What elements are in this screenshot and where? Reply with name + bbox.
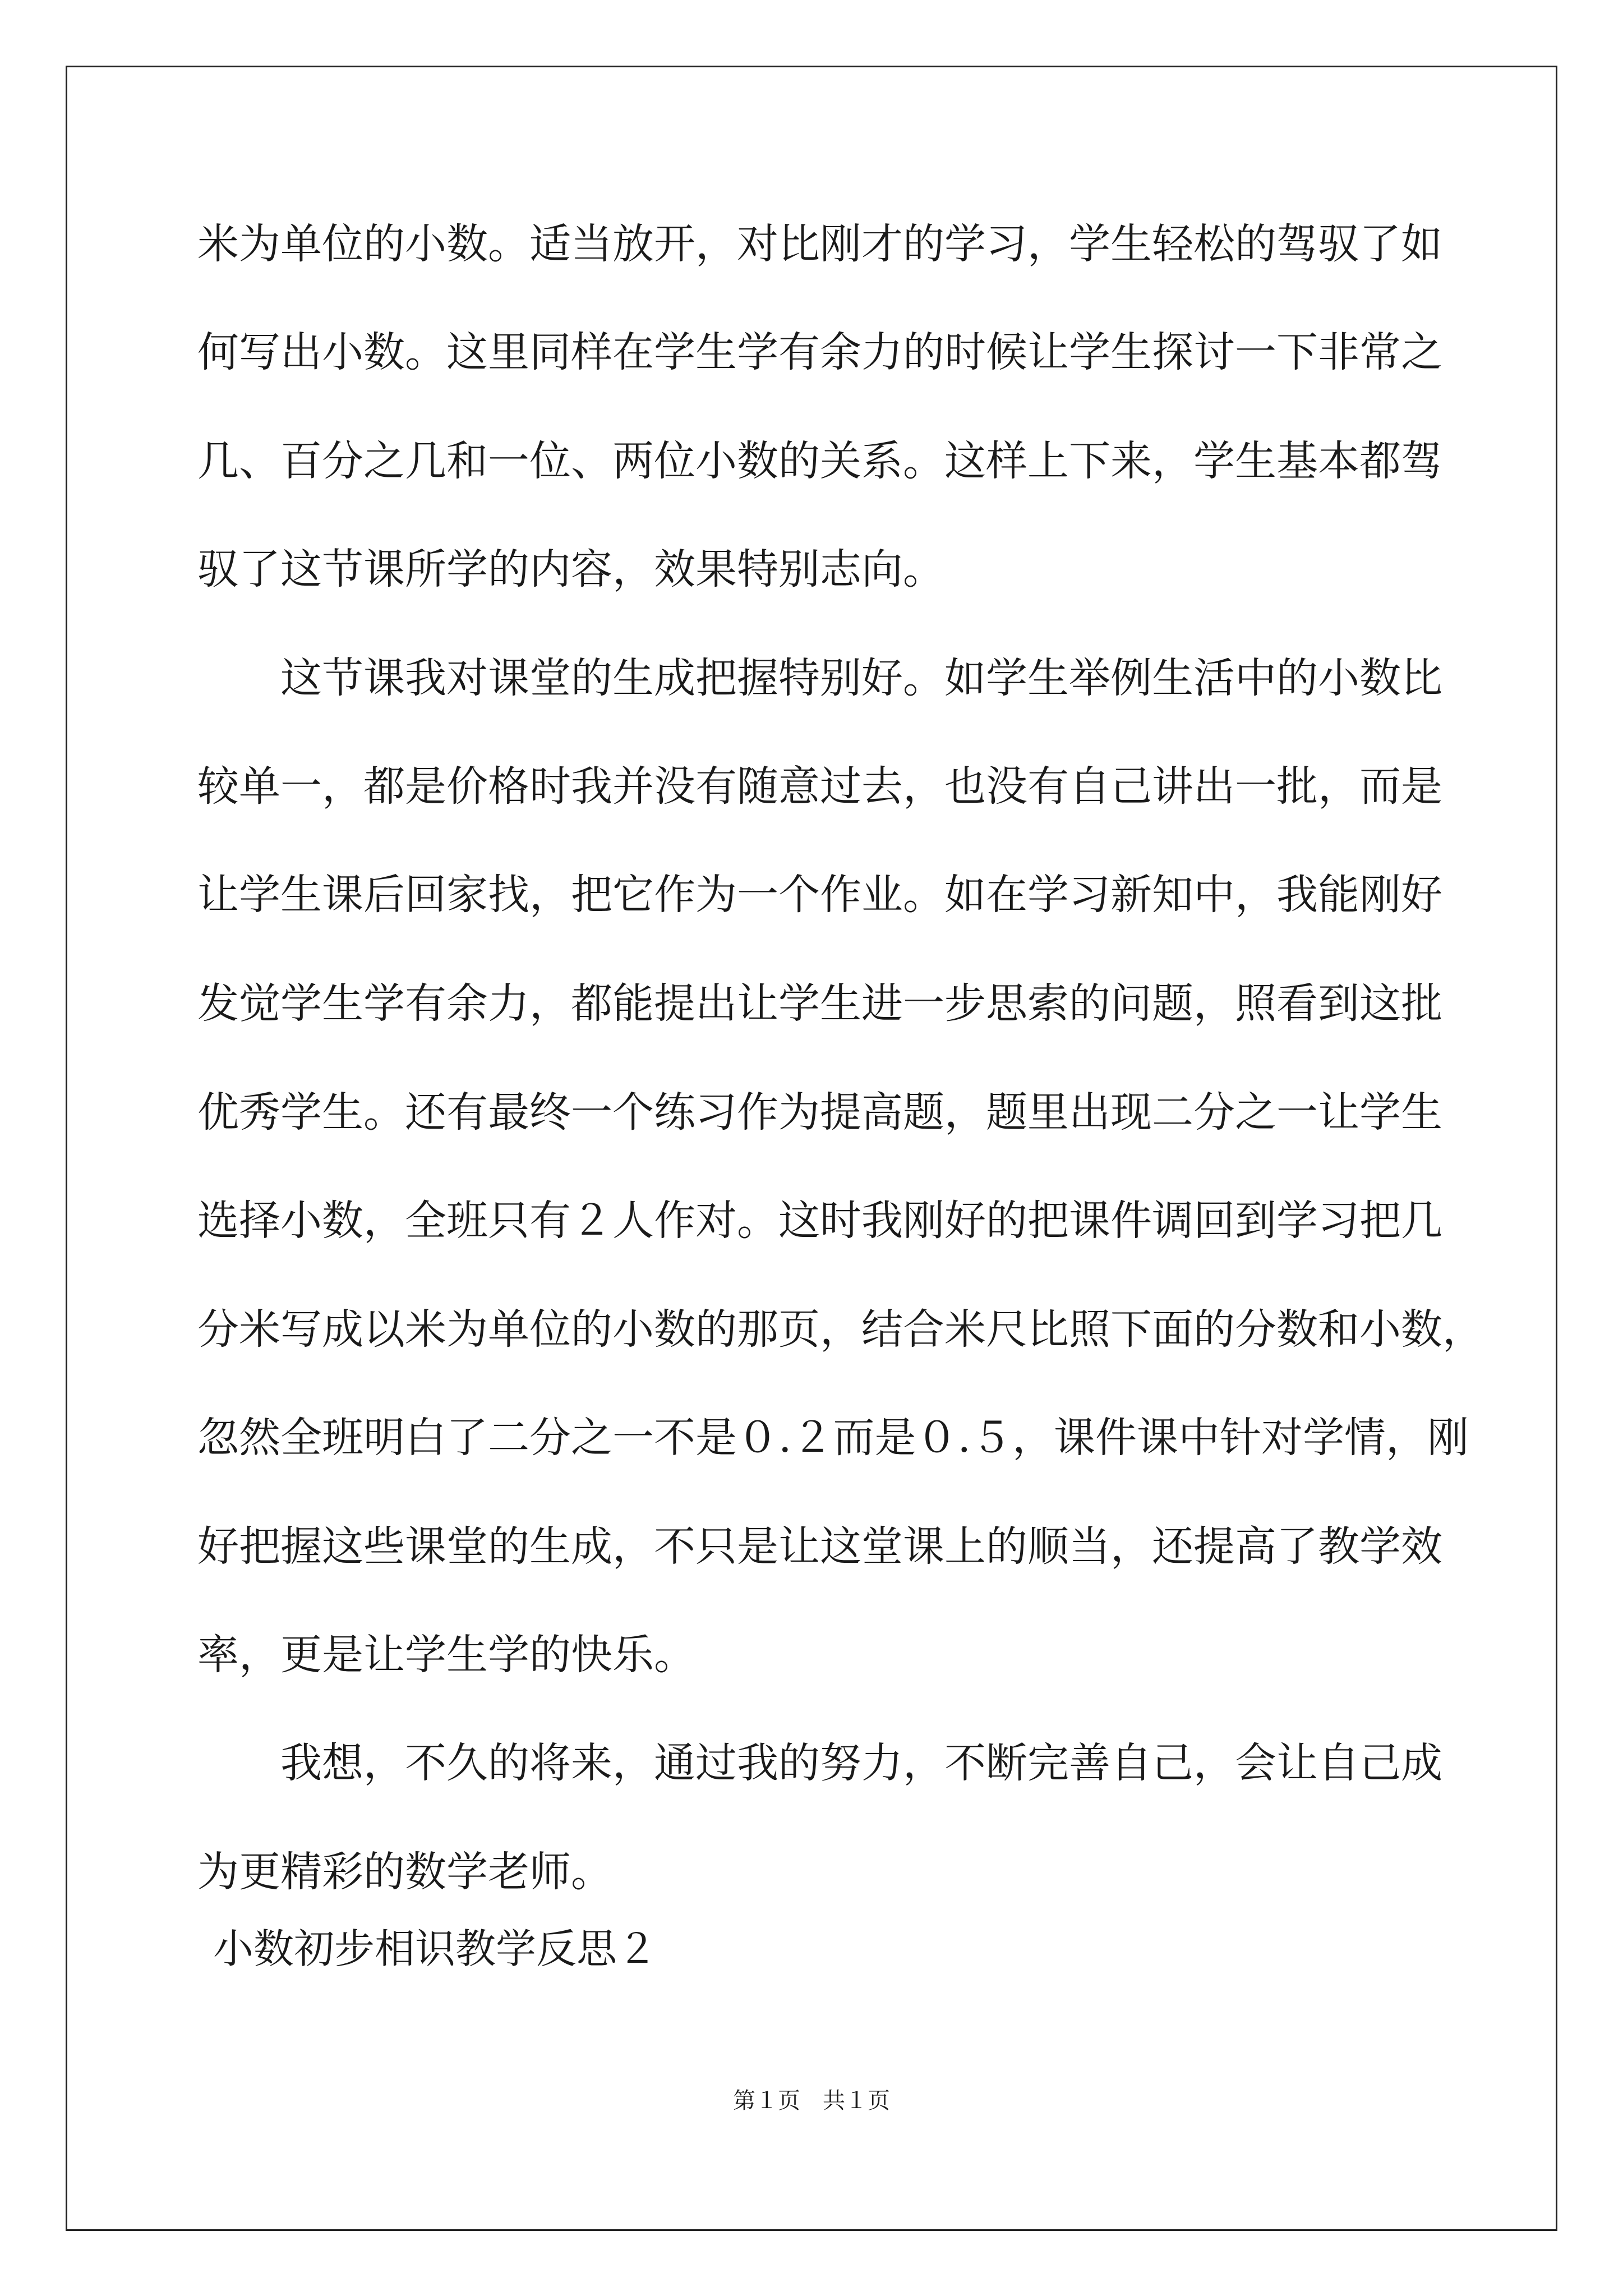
text-line: 米为单位的小数。适当放开，对比刚才的学习，学生轻松的驾驭了如 [197,220,1442,268]
text-line: 发觉学生学有余力，都能提出让学生进一步思索的问题，照看到这批 [197,979,1442,1028]
text-line: 我想，不久的将来，通过我的努力，不断完善自己，会让自己成 [197,1739,1442,1787]
text-line: 好把握这些课堂的生成，不只是让这堂课上的顺当，还提高了教学效 [197,1522,1442,1571]
text-line: 选择小数，全班只有２人作对。这时我刚好的把课件调回到学习把几 [197,1197,1442,1245]
text-line: 何写出小数。这里同样在学生学有余力的时候让学生探讨一下非常之 [197,328,1442,376]
text-line: 为更精彩的数学老师。 [197,1848,612,1896]
page-footer: 第１页 共１页 [733,2088,890,2114]
text-line: 驭了这节课所学的内容，效果特别志向。 [197,545,944,593]
text-line: 几、百分之几和一位、两位小数的关系。这样上下来，学生基本都驾 [197,437,1442,485]
text-line: 分米写成以米为单位的小数的那页，结合米尺比照下面的分数和小数， [197,1305,1484,1354]
text-line: 率，更是让学生学的快乐。 [197,1631,695,1679]
text-line: 优秀学生。还有最终一个练习作为提高题，题里出现二分之一让学生 [197,1088,1442,1137]
text-line: 让学生课后回家找，把它作为一个作业。如在学习新知中，我能刚好 [197,871,1442,919]
text-line: 忽然全班明白了二分之一不是０.２而是０.５，课件课中针对学情，刚 [197,1414,1469,1462]
section-title: 小数初步相识教学反思２ [213,1925,658,1972]
page-border [66,66,1557,2231]
text-line: 这节课我对课堂的生成把握特别好。如学生举例生活中的小数比 [197,654,1442,702]
text-line: 较单一，都是价格时我并没有随意过去，也没有自己讲出一批，而是 [197,762,1442,811]
